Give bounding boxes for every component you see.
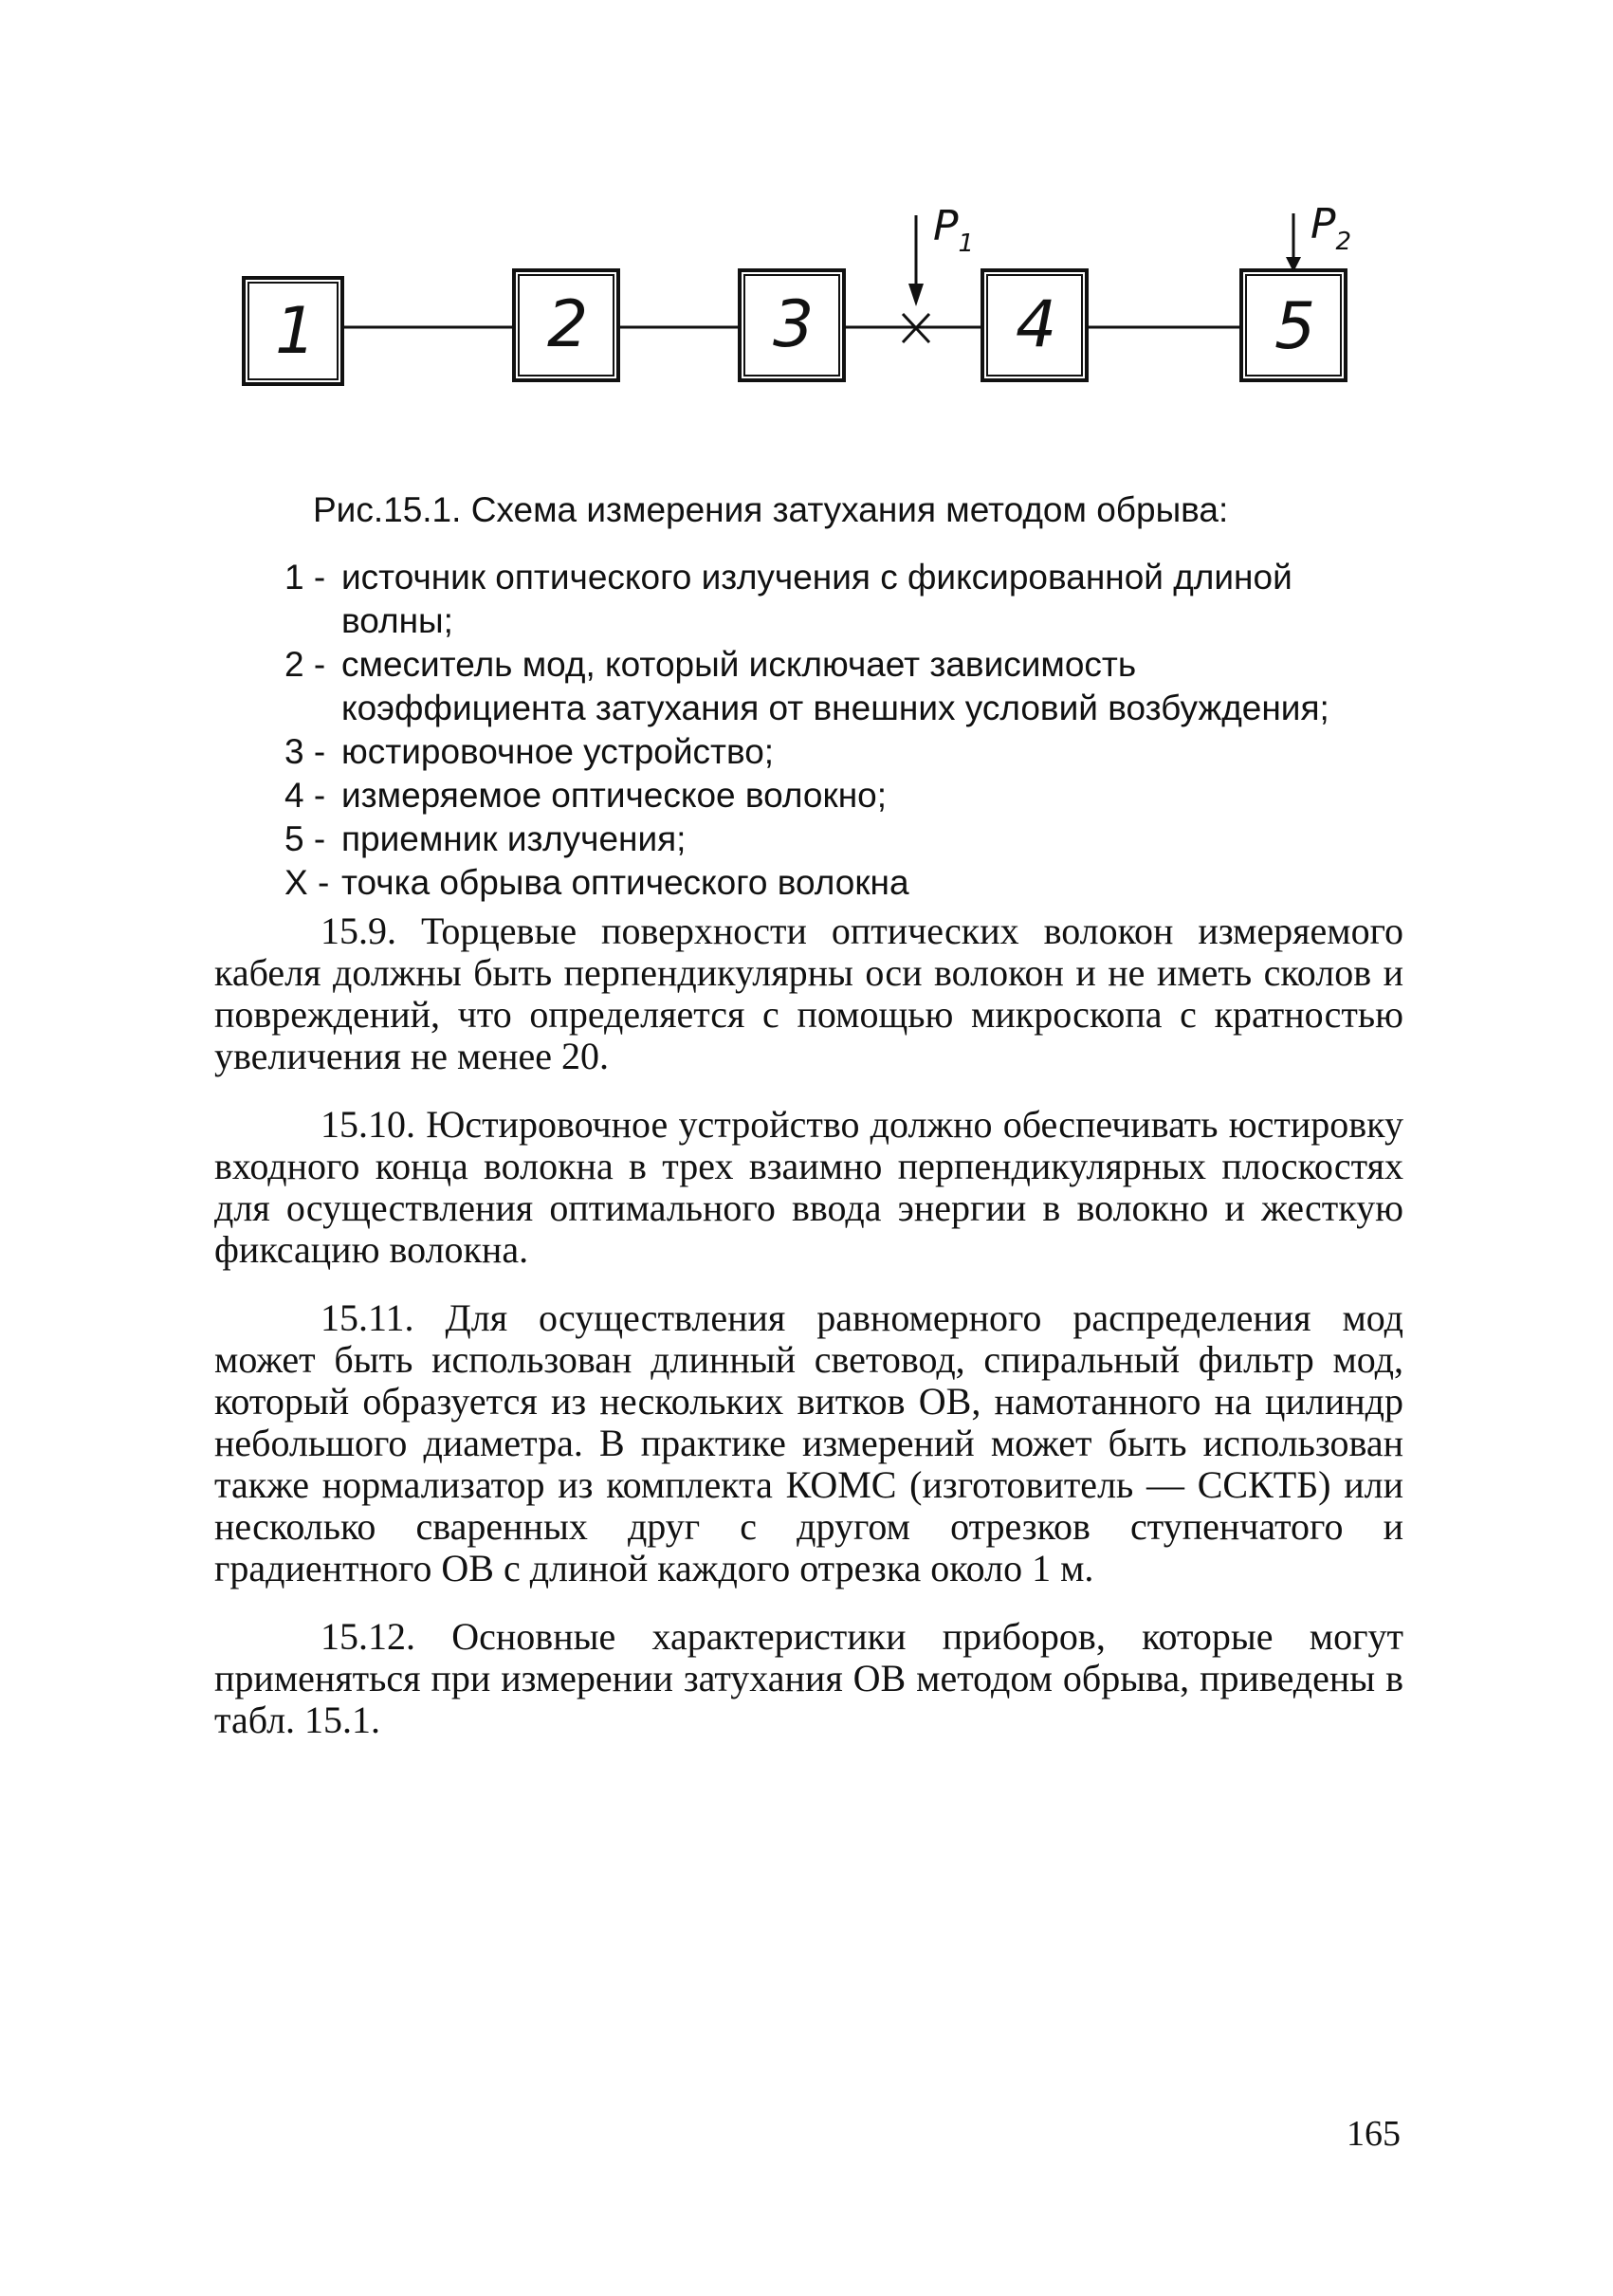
legend-number: 4 -: [284, 776, 326, 815]
figure-legend: [284, 556, 1460, 905]
legend-item: [284, 556, 1460, 643]
paragraph-15-10: 15.10. Юстировочное устройство должно обеспечивать юстировку входного конца волокна в трех взаимно перпендикулярных плоскостях для осуществления оптимального ввода энергии в волокно и жесткую фиксацию волокна.: [214, 1103, 1403, 1271]
legend-item: [284, 643, 1460, 730]
paragraph-15-9: 15.9. Торцевые поверхности оптических волокон измеряемого кабеля должны быть перпендикулярны оси волокон и не иметь сколов и повреждений, что определяется с помощью микроскопа с кратностью увеличения не менее 20.: [214, 909, 1403, 1077]
legend-text: измеряемое оптическое волокно;: [341, 776, 887, 815]
block-3-label: 3: [773, 287, 815, 362]
block-5-label: 5: [1274, 289, 1316, 364]
figure-caption: Рис.15.1. Схема измерения затухания методом обрыва:: [313, 490, 1229, 529]
legend-number: 5 -: [284, 819, 326, 858]
page-number: 165: [1347, 2114, 1401, 2154]
legend-text: приемник излучения;: [341, 819, 687, 858]
legend-text: юстировочное устройство;: [341, 732, 775, 771]
paragraph-15-12: 15.12. Основные характеристики приборов, которые могут применяться при измерении затухания ОВ методом обрыва, приведены в табл. 15.1.: [214, 1615, 1403, 1741]
legend-item: [284, 774, 1460, 817]
legend-item: [284, 817, 1460, 861]
legend-number: 3 -: [284, 732, 326, 771]
block-2-label: 2: [547, 287, 589, 362]
legend-number: X -: [284, 863, 330, 902]
legend-text: смеситель мод, который исключает зависимость коэффициента затухания от внешних условий возбуждения;: [341, 645, 1329, 727]
block-4-label: 4: [1016, 287, 1057, 362]
legend-item: [284, 861, 1460, 905]
measurement-scheme-diagram: [228, 204, 1384, 394]
legend-item: [284, 730, 1460, 774]
legend-number: 1 -: [284, 558, 326, 597]
probe-label-p2: $P_2$: [1311, 204, 1352, 256]
legend-text: точка обрыва оптического волокна: [341, 863, 909, 902]
legend-text: источник оптического излучения с фиксированной длиной волны;: [341, 558, 1292, 640]
paragraph-15-11: 15.11. Для осуществления равномерного распределения мод может быть использован длинный световод, спиральный фильтр мод, который образуется из нескольких витков ОВ, намотанного на цилиндр небольшого диаметра. В практике измерений может быть использован также нормализатор из комплекта КОМС (изготовитель — ССКТБ) или несколько сваренных друг с другом отрезков ступенчатого и градиентного ОВ с длиной каждого отрезка около 1 м.: [214, 1296, 1403, 1589]
probe-label-p1: $P_1$: [933, 204, 975, 258]
body-text: [214, 910, 1403, 1768]
legend-number: 2 -: [284, 645, 326, 684]
block-1-label: 1: [275, 294, 317, 369]
